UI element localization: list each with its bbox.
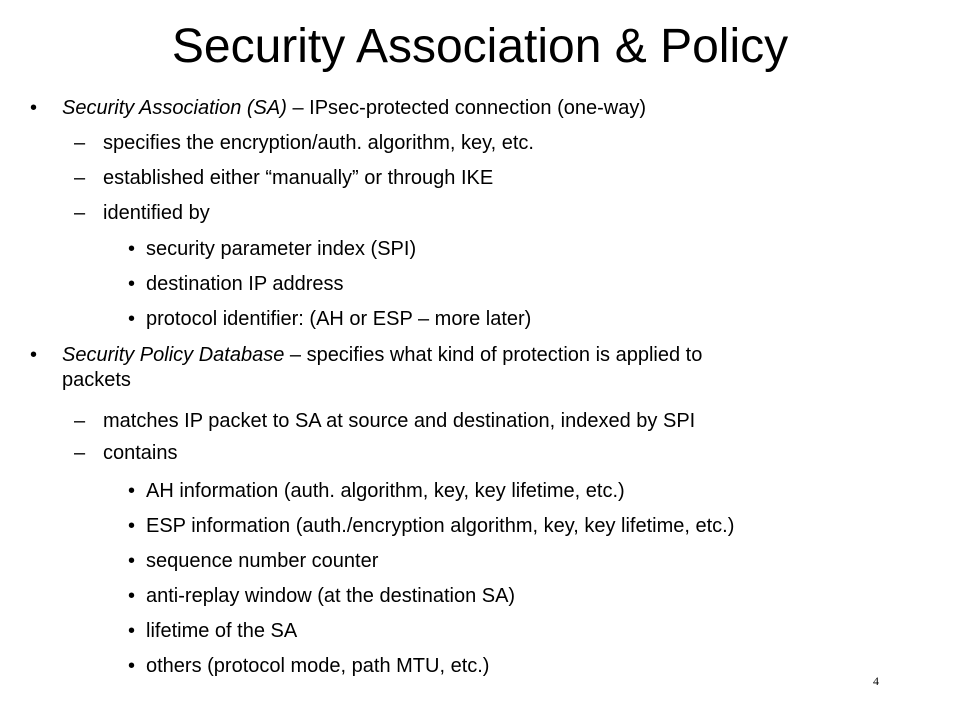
bullet-text-continuation: packets (62, 369, 131, 391)
bullet-marker: • (128, 273, 136, 295)
sub-item-text: contains (103, 442, 178, 464)
sub-sub-item-text: lifetime of the SA (146, 620, 298, 642)
page-number: 4 (873, 674, 879, 688)
dash-marker: – (74, 410, 86, 432)
sub-sub-item-text: AH information (auth. algorithm, key, key lifetime, etc.) (146, 480, 625, 502)
sub-sub-item-text: destination IP address (146, 273, 344, 295)
sub-item-text: identified by (103, 202, 210, 224)
bullet-marker: • (30, 97, 38, 119)
sub-item-text: established either “manually” or through IKE (103, 167, 494, 189)
bullet-marker: • (128, 655, 136, 677)
dash-marker: – (74, 132, 86, 154)
sub-sub-item-text: security parameter index (SPI) (146, 238, 417, 260)
term-security-association: Security Association (SA) (62, 97, 287, 119)
bullet-text: – specifies what kind of protection is applied to (284, 344, 703, 366)
sub-sub-item-text: others (protocol mode, path MTU, etc.) (146, 655, 490, 677)
bullet-marker: • (128, 585, 136, 607)
sub-sub-item-text: protocol identifier: (AH or ESP – more later) (146, 308, 532, 330)
sub-sub-item-text: anti-replay window (at the destination SA) (146, 585, 516, 607)
bullet-marker: • (128, 308, 136, 330)
term-security-policy-database: Security Policy Database (62, 344, 285, 366)
dash-marker: – (74, 442, 86, 464)
bullet-marker: • (128, 515, 136, 537)
bullet-marker: • (128, 238, 136, 260)
dash-marker: – (74, 167, 86, 189)
bullet-text: – IPsec-protected connection (one-way) (286, 97, 646, 119)
sub-sub-item-text: sequence number counter (146, 550, 379, 572)
bullet-marker: • (30, 344, 38, 366)
slide-title: Security Association & Policy (171, 20, 789, 73)
sub-sub-item-text: ESP information (auth./encryption algorithm, key, key lifetime, etc.) (146, 515, 735, 537)
sub-item-text: specifies the encryption/auth. algorithm, key, etc. (103, 132, 534, 154)
bullet-marker: • (128, 480, 136, 502)
bullet-marker: • (128, 550, 136, 572)
sub-item-text: matches IP packet to SA at source and destination, indexed by SPI (103, 410, 696, 432)
dash-marker: – (74, 202, 86, 224)
bullet-marker: • (128, 620, 136, 642)
